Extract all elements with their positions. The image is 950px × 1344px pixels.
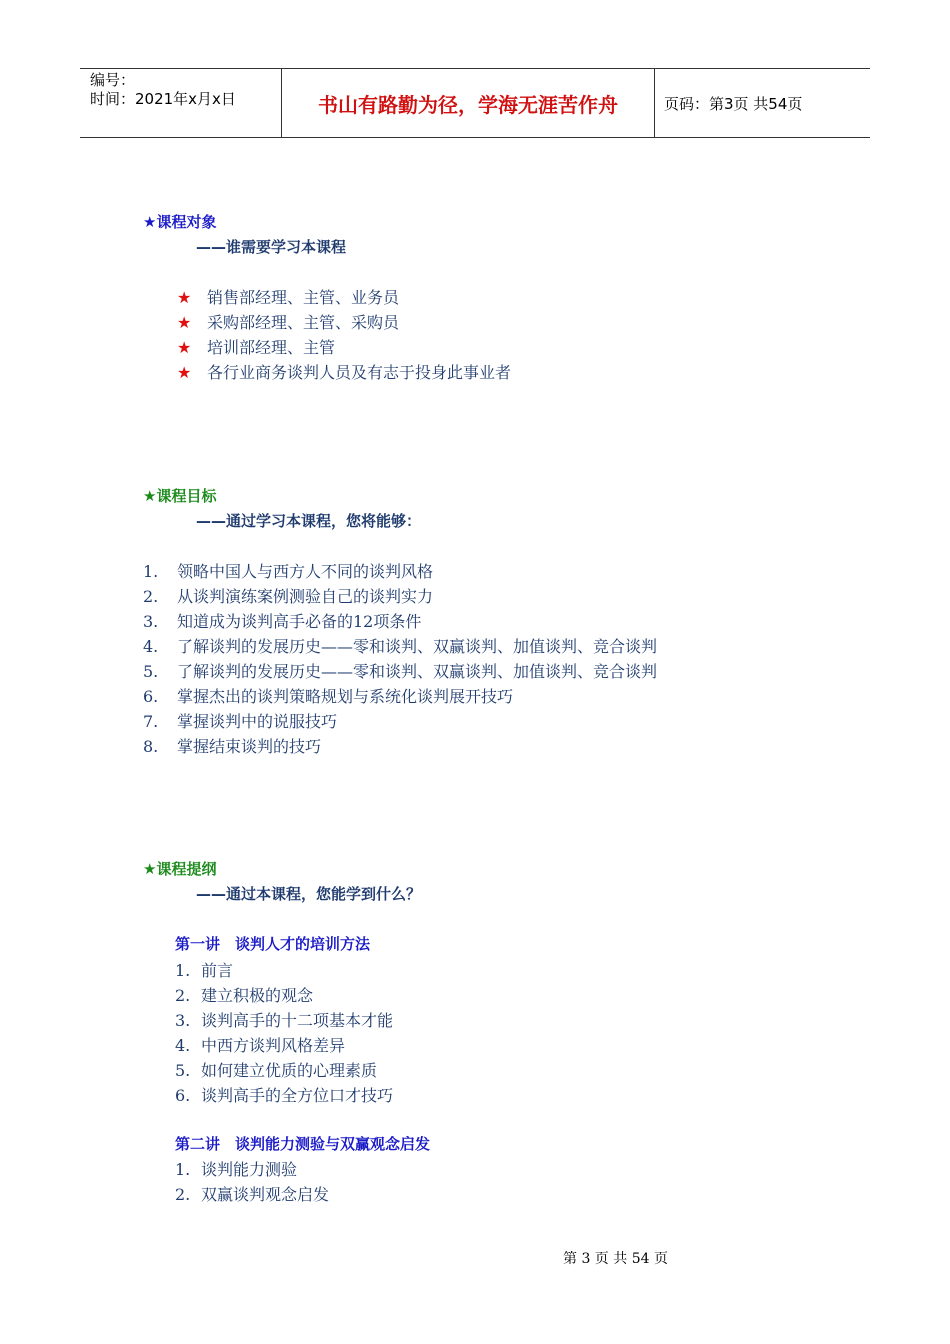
page-header — [80, 68, 870, 138]
header-divider — [654, 69, 655, 137]
list-item: 4. 中西方谈判风格差异 — [175, 1036, 346, 1055]
header-page-label: 页码：第3页 共54页 — [664, 95, 803, 113]
star-icon: ★ — [177, 313, 192, 332]
list-item: 1. 谈判能力测验 — [175, 1160, 298, 1179]
list-item: 5. 如何建立优质的心理素质 — [175, 1061, 378, 1080]
list-item: ★ 销售部经理、主管、业务员 — [177, 288, 400, 307]
list-item: ★ 各行业商务谈判人员及有志于投身此事业者 — [177, 363, 512, 382]
list-item: 3. 知道成为谈判高手必备的12项条件 — [143, 612, 422, 631]
goals-title: ★课程目标 — [143, 487, 217, 505]
lecture-title: 第二讲 谈判能力测验与双赢观念启发 — [175, 1135, 431, 1153]
header-meta — [90, 71, 236, 109]
audience-title: ★课程对象 — [143, 213, 217, 231]
star-icon: ★ — [177, 288, 192, 307]
list-item: 5. 了解谈判的发展历史——零和谈判、双赢谈判、加值谈判、竞合谈判 — [143, 662, 658, 681]
list-item: 2. 从谈判演练案例测验自己的谈判实力 — [143, 587, 434, 606]
number-label: 编号： — [90, 71, 136, 89]
header-motto: 书山有路勤为径，学海无涯苦作舟 — [318, 92, 618, 117]
audience-subtitle: ——谁需要学习本课程 — [196, 238, 347, 256]
list-item: 8. 掌握结束谈判的技巧 — [143, 737, 322, 756]
list-item: 4. 了解谈判的发展历史——零和谈判、双赢谈判、加值谈判、竞合谈判 — [143, 637, 658, 656]
list-item: 1. 领略中国人与西方人不同的谈判风格 — [143, 562, 434, 581]
outline-title: ★课程提纲 — [143, 860, 217, 878]
list-item: 1. 前言 — [175, 961, 234, 980]
list-item: 2. 双赢谈判观念启发 — [175, 1185, 330, 1204]
list-item: ★ 采购部经理、主管、采购员 — [177, 313, 400, 332]
list-item: 6. 掌握杰出的谈判策略规划与系统化谈判展开技巧 — [143, 687, 514, 706]
goals-subtitle: ——通过学习本课程，您将能够： — [196, 512, 422, 530]
time-label: 时间：2021年x月x日 — [90, 90, 236, 108]
page-footer: 第 3 页 共 54 页 — [563, 1251, 668, 1267]
lecture-title: 第一讲 谈判人才的培训方法 — [175, 935, 371, 953]
list-item: 6. 谈判高手的全方位口才技巧 — [175, 1086, 394, 1105]
star-icon: ★ — [177, 363, 192, 382]
list-item: 7. 掌握谈判中的说服技巧 — [143, 712, 338, 731]
outline-subtitle: ——通过本课程，您能学到什么？ — [196, 885, 422, 903]
list-item: 2. 建立积极的观念 — [175, 986, 314, 1005]
list-item: 3. 谈判高手的十二项基本才能 — [175, 1011, 394, 1030]
star-icon: ★ — [177, 338, 192, 357]
list-item: ★ 培训部经理、主管 — [177, 338, 336, 357]
